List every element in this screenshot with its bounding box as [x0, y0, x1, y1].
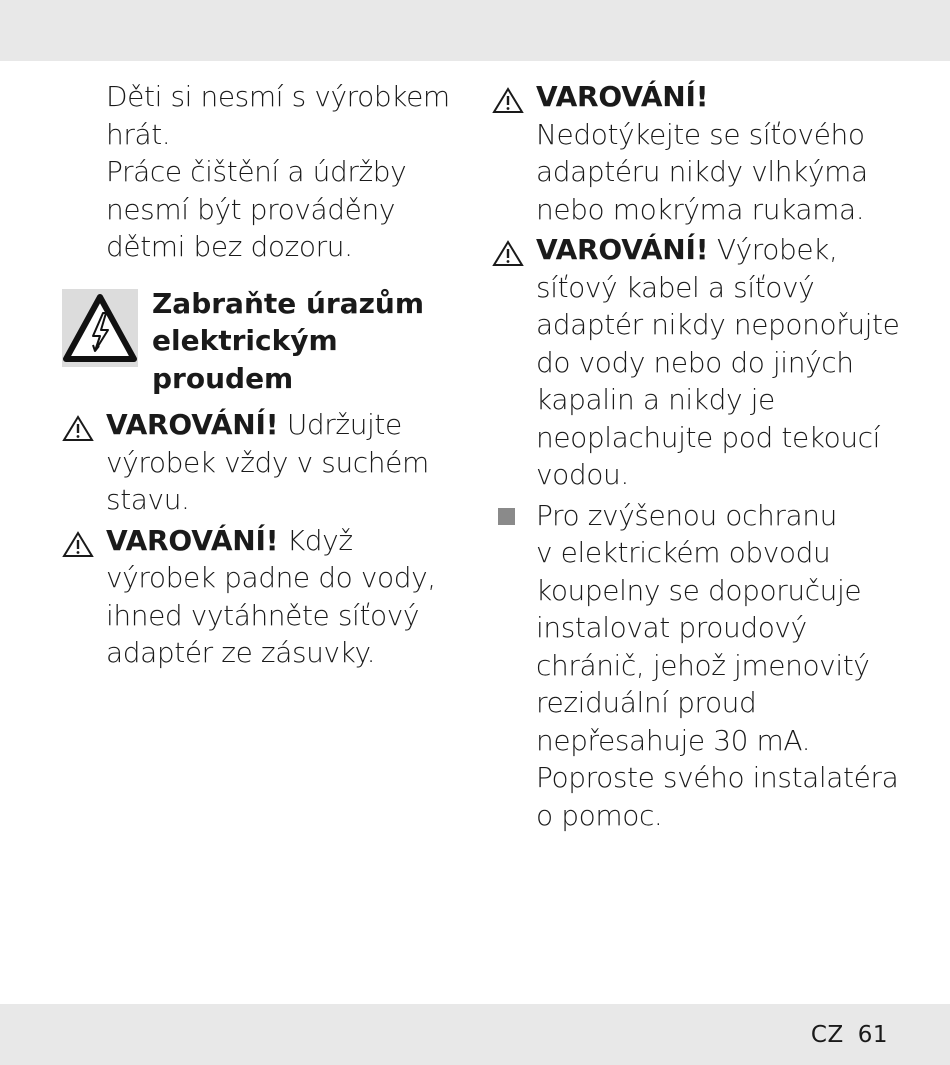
- left-column: [62, 78, 462, 672]
- warning-immersion: [492, 231, 912, 494]
- warning-label: VAROVÁNÍ!: [536, 233, 709, 266]
- text-line: instalovat proudový: [536, 611, 807, 644]
- text-line: chránič, jehož jmenovitý: [536, 648, 870, 682]
- text-line: Pro zvýšenou ochranu: [536, 498, 837, 532]
- text-line: adaptéru nikdy vlhkýma: [536, 155, 868, 188]
- text-line: nebo mokrýma rukama.: [536, 192, 865, 226]
- text-line: hrát.: [106, 117, 171, 151]
- text-line: Výrobek,: [708, 233, 838, 266]
- electric-shock-section-heading: [62, 285, 462, 398]
- language-code: CZ: [810, 1022, 844, 1048]
- text-line: Nedotýkejte se síťového: [536, 117, 865, 151]
- text-line: koupelny se doporučuje: [536, 573, 862, 607]
- warning-label: VAROVÁNÍ!: [106, 408, 279, 441]
- text-line: kapalin a nikdy je: [536, 383, 775, 416]
- text-line: stavu.: [106, 483, 190, 516]
- page-number: 61: [857, 1022, 888, 1048]
- text-line: dětmi bez dozoru.: [106, 230, 353, 263]
- warning-triangle-icon: [492, 239, 524, 267]
- text-line: do vody nebo do jiných: [536, 345, 854, 379]
- text-line: neoplachujte pod tekoucí: [536, 420, 881, 454]
- footer-band: [0, 1004, 950, 1065]
- text-line: síťový kabel a síťový: [536, 270, 815, 304]
- text-line: ihned vytáhněte síťový: [106, 598, 420, 632]
- text-line: Poproste svého instalatéra: [536, 761, 899, 794]
- text-line: nepřesahuje 30 mA.: [536, 723, 811, 757]
- text-line: v elektrickém obvodu: [536, 536, 831, 569]
- text-line: adaptér nikdy neponořujte: [536, 308, 900, 341]
- text-line: o pomoc.: [536, 798, 663, 832]
- text-line: Když: [278, 523, 353, 557]
- text-line: výrobek vždy v suchém: [106, 445, 429, 479]
- heading-line: elektrickým: [152, 324, 338, 357]
- square-bullet-icon: [498, 508, 515, 525]
- warning-triangle-icon: [62, 530, 94, 558]
- heading-line: Zabraňte úrazům: [152, 286, 425, 320]
- text-line: reziduální proud: [536, 686, 757, 719]
- text-line: adaptér ze zásuvky.: [106, 636, 376, 669]
- header-band: [0, 0, 950, 61]
- text-line: Udržujte: [278, 408, 402, 441]
- heading-line: proudem: [152, 361, 294, 395]
- intro-paragraph: [62, 78, 462, 266]
- warning-triangle-icon: [492, 86, 524, 114]
- text-line: Práce čištění a údržby: [106, 155, 407, 188]
- warning-label: VAROVÁNÍ!: [106, 523, 279, 557]
- warning-dry: [62, 406, 462, 519]
- warning-water-fall: [62, 522, 462, 672]
- text-line: vodou.: [536, 458, 629, 491]
- text-line: výrobek padne do vody,: [106, 561, 436, 594]
- right-column: [492, 78, 912, 834]
- text-line: nesmí být prováděny: [106, 192, 395, 226]
- page-footer: [811, 1020, 888, 1050]
- bullet-rcd-advice: [492, 497, 912, 835]
- text-line: Děti si nesmí s výrobkem: [106, 80, 450, 113]
- warning-label: VAROVÁNÍ!: [536, 80, 709, 113]
- electric-hazard-icon: [62, 289, 138, 367]
- warning-triangle-icon: [62, 414, 94, 442]
- warning-wet-hands: [492, 78, 912, 228]
